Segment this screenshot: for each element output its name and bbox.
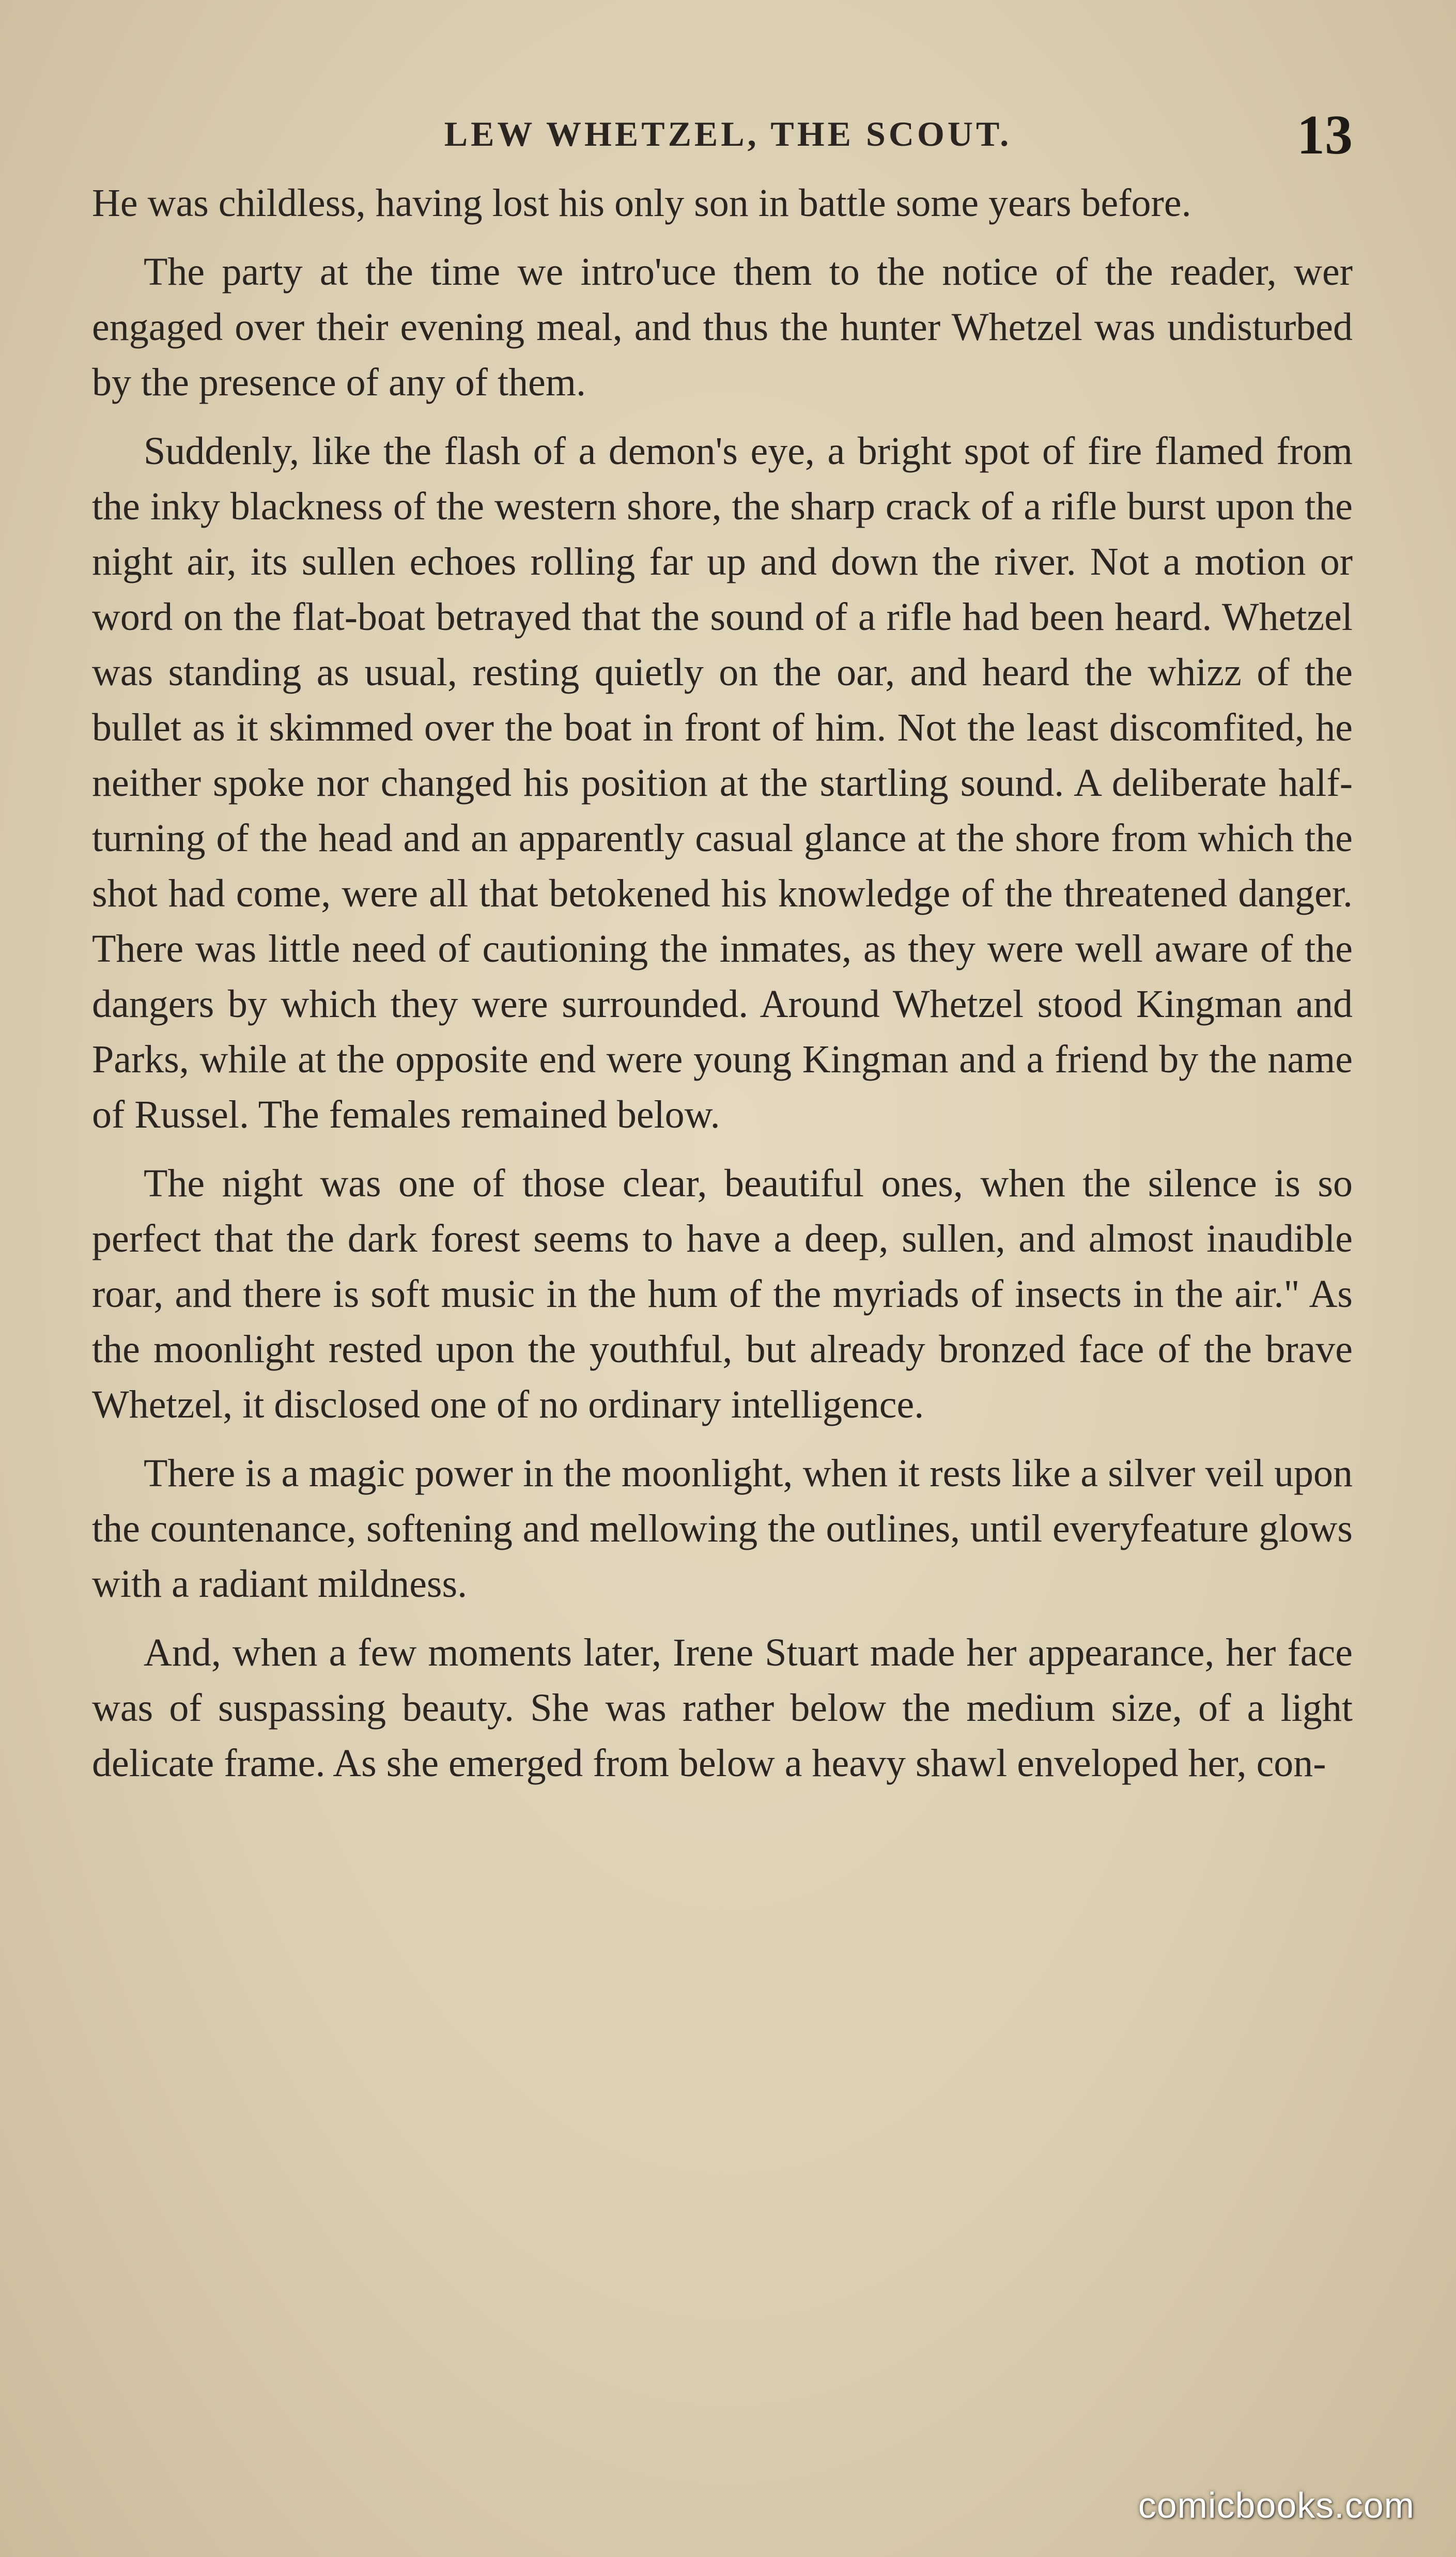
watermark: comicbooks.com	[1138, 2485, 1415, 2525]
paragraph: There is a magic power in the moonlight, when it rests like a silver veil upon the countenance, softening and mellowing the outlines, until everyfeature glows with a radiant mildness.	[92, 1452, 1353, 1606]
paragraph: And, when a few moments later, Irene Stuart made her appearance, her face was of suspassing beauty. She was rather below the medium size, of a light delicate frame. As she emerged from below a heavy shawl enveloped her, con-	[92, 1631, 1353, 1785]
paragraph-continuation: He was childless, having lost his only son in battle some years before.	[92, 181, 1191, 225]
paragraph: Suddenly, like the flash of a demon's eye, a bright spot of fire flamed from the inky blackness of the western shore, the sharp crack of a rifle burst upon the night air, its sullen echoes rolling far up and down the river. Not a motion or word on the flat-boat betrayed that the sound of a rifle had been heard. Whetzel was standing as usual, resting quietly on the oar, and heard the whizz of the bullet as it skimmed over the boat in front of him. Not the least discomfited, he neither spoke nor changed his position at the startling sound. A deliberate half-turning of the head and an apparently casual glance at the shore from which the shot had come, were all that betokened his knowledge of the threatened danger. There was little need of cautioning the inmates, as they were well aware of the dangers by which they were surrounded. Around Whetzel stood Kingman and Parks, while at the opposite end were young Kingman and a friend by the name of Russel. The females remained below.	[92, 429, 1353, 1136]
running-head: LEW WHETZEL, THE SCOUT.	[444, 114, 1012, 153]
page-header	[103, 103, 1353, 165]
body-text	[92, 176, 1353, 1805]
page-number: 13	[1297, 104, 1353, 166]
paragraph: The night was one of those clear, beautiful ones, when the silence is so perfect that the dark forest seems to have a deep, sullen, and almost inaudible roar, and there is soft music in the hum of the myriads of insects in the air." As the moonlight rested upon the youthful, but already bronzed face of the brave Whetzel, it disclosed one of no ordinary intelligence.	[92, 1162, 1353, 1426]
paragraph: The party at the time we intro'uce them to the notice of the reader, wer engaged over their evening meal, and thus the hunter Whetzel was undisturbed by the presence of any of them.	[92, 250, 1353, 404]
